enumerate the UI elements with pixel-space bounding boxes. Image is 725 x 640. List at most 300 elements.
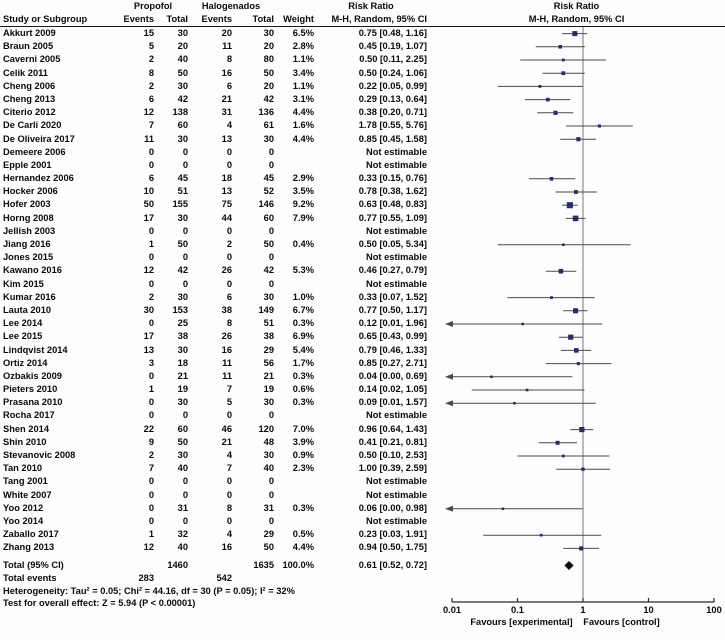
effect-marker	[562, 59, 565, 62]
total-propofol: 50	[177, 239, 188, 249]
total-weight: 100.0%	[282, 560, 314, 570]
study-name: Tan 2010	[3, 463, 43, 474]
risk-ratio-ci: Not estimable	[366, 489, 427, 500]
total-propofol: 30	[177, 133, 188, 144]
effect-marker	[573, 308, 578, 313]
total-propofol: 40	[177, 542, 188, 553]
total-halogenados: 0	[268, 489, 274, 500]
study-name: Hernandez 2006	[3, 173, 74, 184]
weight: 2.9%	[292, 173, 314, 184]
events-propofol: 1	[148, 239, 154, 249]
total-propofol: 31	[177, 502, 188, 513]
risk-ratio-ci: 0.65 [0.43, 0.99]	[358, 331, 427, 342]
total-halogenados: 20	[263, 41, 274, 52]
weight: 3.1%	[292, 93, 314, 104]
total-halogenados: 61	[263, 120, 274, 131]
total-halogenados: 0	[268, 252, 274, 263]
risk-ratio-ci: Not estimable	[366, 146, 427, 157]
risk-ratio-ci: 0.50 [0.24, 1.06]	[358, 67, 427, 78]
risk-ratio-ci: 0.46 [0.27, 0.79]	[358, 265, 427, 276]
events-propofol: 11	[144, 133, 154, 144]
events-halogenados: 26	[221, 265, 232, 276]
ci-arrow-left	[445, 321, 453, 327]
events-halogenados: 0	[226, 159, 232, 170]
total-halogenados: 21	[263, 370, 274, 381]
plot-header-method: M-H, Random, 95% CI	[528, 14, 625, 24]
weight: 7.9%	[292, 212, 314, 223]
study-name: Zaballo 2017	[3, 529, 59, 540]
weight: 5.3%	[292, 265, 314, 276]
total-propofol: 0	[182, 489, 188, 500]
total-propofol: 155	[172, 199, 188, 210]
risk-ratio-ci: Not estimable	[366, 515, 427, 526]
events-propofol: 0	[148, 278, 154, 289]
total-total-2: 1635	[253, 560, 274, 570]
total-propofol: 51	[177, 186, 188, 197]
heterogeneity-text: Heterogeneity: Tau² = 0.05; Chi² = 44.16, df = 30 (P = 0.05); I² = 32%	[3, 585, 295, 596]
total-events-propofol: 283	[138, 573, 154, 583]
total-halogenados: 40	[263, 463, 274, 474]
effect-marker	[561, 71, 565, 75]
weight: 4.4%	[292, 107, 314, 118]
header-total-2: Total	[252, 14, 274, 24]
study-name: Citerio 2012	[3, 107, 56, 118]
risk-ratio-ci: Not estimable	[366, 252, 427, 263]
total-halogenados: 29	[263, 529, 274, 540]
study-name: Akkurt 2009	[3, 28, 56, 38]
total-halogenados: 50	[263, 239, 274, 249]
effect-marker	[574, 348, 579, 353]
events-propofol: 2	[148, 450, 154, 460]
risk-ratio-ci: 0.96 [0.64, 1.43]	[358, 423, 427, 434]
risk-ratio-ci: 0.22 [0.05, 0.99]	[358, 80, 427, 91]
study-name: Horng 2008	[3, 212, 54, 223]
study-name: Tang 2001	[3, 476, 48, 487]
study-name: Prasana 2010	[3, 397, 63, 408]
weight: 5.4%	[292, 344, 314, 355]
total-propofol: 30	[177, 450, 188, 460]
events-halogenados: 8	[226, 54, 232, 65]
weight: 6.5%	[292, 28, 314, 38]
total-propofol: 30	[177, 80, 188, 91]
header-group-halogenados: Halogenados	[201, 1, 261, 11]
study-name: Lindqvist 2014	[3, 344, 68, 355]
effect-marker	[573, 216, 579, 222]
risk-ratio-ci: 0.94 [0.50, 1.75]	[358, 542, 427, 553]
study-name: Epple 2001	[3, 159, 52, 170]
risk-ratio-ci: Not estimable	[366, 225, 427, 236]
total-halogenados: 38	[263, 331, 274, 342]
total-events-label: Total events	[3, 573, 57, 583]
risk-ratio-ci: 0.77 [0.50, 1.17]	[358, 304, 427, 315]
weight: 0.3%	[292, 370, 314, 381]
effect-marker	[572, 31, 577, 36]
effect-marker	[550, 177, 554, 181]
total-halogenados: 30	[263, 291, 274, 302]
effect-marker	[559, 45, 563, 49]
effect-marker	[598, 124, 601, 127]
events-halogenados: 0	[226, 410, 232, 421]
study-name: Hofer 2003	[3, 199, 51, 210]
events-halogenados: 11	[222, 41, 232, 52]
total-events-halogenados: 542	[216, 573, 232, 583]
total-propofol: 60	[177, 423, 188, 434]
events-halogenados: 8	[226, 318, 232, 329]
total-propofol: 32	[177, 529, 188, 540]
study-name: Caverni 2005	[3, 54, 61, 65]
events-halogenados: 7	[226, 384, 232, 395]
study-name: Cheng 2006	[3, 80, 56, 91]
weight: 0.9%	[292, 450, 314, 460]
events-halogenados: 38	[221, 304, 232, 315]
effect-marker	[559, 269, 564, 274]
events-halogenados: 13	[221, 133, 232, 144]
total-halogenados: 60	[263, 212, 274, 223]
total-halogenados: 120	[258, 423, 274, 434]
events-propofol: 0	[148, 146, 154, 157]
total-halogenados: 50	[263, 67, 274, 78]
risk-ratio-ci: 0.38 [0.20, 0.71]	[358, 107, 427, 118]
axis-tick-label: 0.01	[442, 605, 462, 615]
study-name: Demeere 2006	[3, 146, 66, 157]
events-halogenados: 21	[221, 436, 232, 447]
total-halogenados: 48	[263, 436, 274, 447]
ci-arrow-left	[445, 374, 453, 380]
forest-plot-svg	[428, 0, 725, 640]
events-propofol: 1	[148, 384, 154, 395]
total-halogenados: 0	[268, 410, 274, 421]
total-propofol: 21	[177, 370, 188, 381]
study-name: Celik 2011	[3, 67, 48, 78]
effect-marker	[574, 190, 578, 194]
events-halogenados: 46	[221, 423, 232, 434]
total-propofol: 25	[177, 318, 188, 329]
overall-effect-text: Test for overall effect: Z = 5.94 (P < 0.00001)	[3, 597, 196, 608]
study-name: Braun 2005	[3, 41, 54, 52]
study-name: Kim 2015	[3, 278, 44, 289]
total-propofol: 0	[182, 225, 188, 236]
header-events-2: Events	[201, 14, 232, 24]
total-halogenados: 50	[263, 542, 274, 553]
events-propofol: 1	[148, 529, 154, 540]
risk-ratio-ci: 0.14 [0.02, 1.05]	[358, 384, 427, 395]
events-propofol: 0	[148, 397, 154, 408]
events-propofol: 3	[148, 357, 154, 368]
events-halogenados: 16	[221, 344, 232, 355]
study-name: Cheng 2013	[3, 93, 56, 104]
total-propofol: 153	[172, 304, 188, 315]
total-halogenados: 52	[263, 186, 274, 197]
effect-marker	[579, 427, 584, 432]
total-propofol: 0	[182, 146, 188, 157]
axis-tick-label: 100	[706, 605, 722, 615]
events-halogenados: 2	[226, 239, 232, 249]
header-events-1: Events	[123, 14, 154, 24]
events-halogenados: 4	[226, 529, 232, 540]
events-propofol: 50	[143, 199, 154, 210]
total-halogenados: 0	[268, 515, 274, 526]
events-propofol: 22	[143, 423, 154, 434]
events-halogenados: 8	[226, 502, 232, 513]
events-propofol: 13	[143, 344, 154, 355]
events-halogenados: 26	[221, 331, 232, 342]
weight: 1.0%	[292, 291, 314, 302]
events-propofol: 9	[148, 436, 154, 447]
total-propofol: 138	[172, 107, 188, 118]
total-halogenados: 146	[258, 199, 274, 210]
risk-ratio-ci: 0.50 [0.05, 5.34]	[358, 239, 427, 249]
events-propofol: 5	[148, 41, 154, 52]
total-halogenados: 42	[263, 93, 274, 104]
effect-marker	[579, 546, 583, 550]
total-propofol: 42	[177, 265, 188, 276]
total-propofol: 38	[177, 331, 188, 342]
events-halogenados: 13	[221, 186, 232, 197]
total-halogenados: 56	[263, 357, 274, 368]
total-halogenados: 0	[268, 225, 274, 236]
total-halogenados: 149	[258, 304, 274, 315]
risk-ratio-ci: 0.33 [0.07, 1.52]	[358, 291, 427, 302]
study-name: Shen 2014	[3, 423, 49, 434]
total-halogenados: 42	[263, 265, 274, 276]
total-propofol: 30	[177, 28, 188, 38]
weight: 1.7%	[292, 357, 314, 368]
total-propofol: 42	[177, 93, 188, 104]
risk-ratio-ci: 0.50 [0.11, 2.25]	[359, 54, 427, 65]
study-name: Stevanovic 2008	[3, 450, 76, 460]
events-propofol: 2	[148, 80, 154, 91]
weight: 4.4%	[292, 542, 314, 553]
total-halogenados: 30	[263, 28, 274, 38]
total-label: Total (95% CI)	[3, 560, 64, 570]
header-method: M-H, Random, 95% CI	[331, 14, 427, 24]
events-halogenados: 0	[226, 489, 232, 500]
events-propofol: 12	[143, 542, 154, 553]
events-propofol: 17	[143, 212, 154, 223]
events-propofol: 0	[148, 318, 154, 329]
weight: 0.4%	[292, 239, 314, 249]
weight: 0.3%	[292, 502, 314, 513]
events-propofol: 12	[143, 265, 154, 276]
events-halogenados: 4	[226, 450, 232, 460]
events-propofol: 6	[148, 173, 154, 184]
plot-header-risk-ratio: Risk Ratio	[553, 1, 600, 11]
total-halogenados: 0	[268, 159, 274, 170]
events-halogenados: 31	[221, 107, 232, 118]
total-propofol: 20	[177, 41, 188, 52]
events-halogenados: 0	[226, 476, 232, 487]
weight: 1.1%	[292, 80, 314, 91]
total-propofol: 50	[177, 436, 188, 447]
study-name: Kumar 2016	[3, 291, 56, 302]
events-propofol: 2	[148, 291, 154, 302]
events-halogenados: 7	[226, 463, 232, 474]
header-group-propofol: Propofol	[133, 1, 173, 11]
total-halogenados: 136	[258, 107, 274, 118]
effect-marker	[550, 296, 553, 299]
total-propofol: 0	[182, 410, 188, 421]
study-name: Ozbakis 2009	[3, 370, 62, 381]
effect-marker	[540, 534, 543, 537]
total-halogenados: 45	[263, 173, 274, 184]
events-halogenados: 16	[221, 542, 232, 553]
weight: 1.6%	[292, 120, 314, 131]
risk-ratio-ci: 0.85 [0.27, 2.71]	[358, 357, 427, 368]
weight: 2.3%	[292, 463, 314, 474]
total-halogenados: 51	[263, 318, 274, 329]
risk-ratio-ci: 0.79 [0.46, 1.33]	[358, 344, 427, 355]
total-halogenados: 29	[263, 344, 274, 355]
events-halogenados: 11	[222, 370, 232, 381]
study-name: Jones 2015	[3, 252, 54, 263]
header-weight: Weight	[283, 14, 314, 24]
study-name: Ortiz 2014	[3, 357, 48, 368]
events-propofol: 0	[148, 502, 154, 513]
risk-ratio-ci: 0.50 [0.10, 2.53]	[358, 450, 427, 460]
weight: 3.4%	[292, 67, 314, 78]
weight: 6.9%	[292, 331, 314, 342]
effect-marker	[556, 441, 560, 445]
study-name: Jellish 2003	[3, 225, 56, 236]
study-name: Yoo 2012	[3, 502, 44, 513]
header-total-1: Total	[166, 14, 188, 24]
events-propofol: 10	[143, 186, 154, 197]
risk-ratio-ci: 0.12 [0.01, 1.96]	[358, 318, 427, 329]
total-halogenados: 20	[263, 80, 274, 91]
effect-marker	[576, 137, 580, 141]
total-propofol: 60	[177, 120, 188, 131]
events-propofol: 0	[148, 476, 154, 487]
study-name: De Oliveira 2017	[3, 133, 75, 144]
study-name: Jiang 2016	[3, 239, 51, 249]
total-propofol: 30	[177, 397, 188, 408]
risk-ratio-ci: 0.09 [0.01, 1.57]	[358, 397, 427, 408]
risk-ratio-ci: Not estimable	[366, 159, 427, 170]
total-propofol: 0	[182, 515, 188, 526]
events-halogenados: 5	[226, 397, 232, 408]
total-halogenados: 0	[268, 476, 274, 487]
risk-ratio-ci: 1.00 [0.39, 2.59]	[358, 463, 427, 474]
effect-marker	[502, 508, 505, 511]
total-propofol: 30	[177, 212, 188, 223]
weight: 2.8%	[292, 41, 314, 52]
risk-ratio-ci: 0.04 [0.00, 0.69]	[358, 370, 427, 381]
risk-ratio-ci: 1.78 [0.55, 5.76]	[358, 120, 427, 131]
study-name: White 2007	[3, 489, 52, 500]
weight: 1.1%	[292, 54, 314, 65]
total-propofol: 0	[182, 252, 188, 263]
total-halogenados: 0	[268, 278, 274, 289]
risk-ratio-ci: 0.41 [0.21, 0.81]	[358, 436, 427, 447]
events-halogenados: 0	[226, 278, 232, 289]
total-halogenados: 19	[263, 384, 274, 395]
weight: 3.5%	[292, 186, 314, 197]
summary-diamond	[564, 561, 573, 570]
weight: 9.2%	[292, 199, 314, 210]
weight: 0.6%	[292, 384, 314, 395]
study-name: Hocker 2006	[3, 186, 58, 197]
risk-ratio-ci: 0.23 [0.03, 1.91]	[358, 529, 427, 540]
risk-ratio-ci: 0.78 [0.38, 1.62]	[358, 186, 427, 197]
risk-ratio-ci: 0.75 [0.48, 1.16]	[358, 28, 427, 38]
events-propofol: 0	[148, 370, 154, 381]
total-halogenados: 0	[268, 146, 274, 157]
total-propofol: 40	[177, 463, 188, 474]
study-name: Yoo 2014	[3, 515, 44, 526]
effect-marker	[568, 335, 573, 340]
weight: 7.0%	[292, 423, 314, 434]
events-propofol: 15	[143, 28, 154, 38]
events-propofol: 0	[148, 515, 154, 526]
ci-arrow-left	[445, 400, 453, 406]
events-halogenados: 0	[226, 146, 232, 157]
study-name: Lee 2014	[3, 318, 43, 329]
events-propofol: 30	[143, 304, 154, 315]
effect-marker	[490, 376, 493, 379]
events-halogenados: 44	[221, 212, 232, 223]
weight: 0.5%	[292, 529, 314, 540]
events-halogenados: 0	[226, 515, 232, 526]
axis-tick-label: 1	[580, 605, 586, 615]
events-propofol: 7	[148, 120, 154, 131]
total-propofol: 0	[182, 278, 188, 289]
effect-marker	[581, 468, 584, 471]
weight: 0.3%	[292, 397, 314, 408]
events-propofol: 6	[148, 93, 154, 104]
total-halogenados: 31	[263, 502, 274, 513]
events-halogenados: 16	[221, 67, 232, 78]
study-name: De Carli 2020	[3, 120, 62, 131]
total-halogenados: 30	[263, 450, 274, 460]
risk-ratio-ci: Not estimable	[366, 476, 427, 487]
total-propofol: 40	[177, 54, 188, 65]
events-propofol: 0	[148, 489, 154, 500]
total-propofol: 19	[177, 384, 188, 395]
weight: 3.9%	[292, 436, 314, 447]
effect-marker	[521, 323, 524, 326]
events-propofol: 7	[148, 463, 154, 474]
events-propofol: 17	[143, 331, 154, 342]
risk-ratio-ci: 0.77 [0.55, 1.09]	[358, 212, 427, 223]
effect-marker	[553, 111, 557, 115]
events-propofol: 12	[143, 107, 154, 118]
effect-marker	[562, 455, 565, 458]
total-propofol: 18	[177, 357, 188, 368]
effect-marker	[562, 244, 565, 247]
events-halogenados: 75	[221, 199, 232, 210]
header-study: Study or Subgroup	[3, 14, 88, 24]
total-propofol: 30	[177, 291, 188, 302]
events-halogenados: 21	[221, 93, 232, 104]
events-propofol: 0	[148, 252, 154, 263]
total-halogenados: 30	[263, 397, 274, 408]
effect-marker	[526, 389, 529, 392]
risk-ratio-ci: 0.85 [0.45, 1.58]	[358, 133, 427, 144]
total-propofol: 30	[177, 344, 188, 355]
effect-marker	[513, 402, 516, 405]
events-propofol: 0	[148, 410, 154, 421]
total-propofol: 45	[177, 173, 188, 184]
risk-ratio-ci: 0.45 [0.19, 1.07]	[358, 41, 427, 52]
events-halogenados: 0	[226, 252, 232, 263]
favours-experimental-label: Favours [experimental]	[470, 617, 573, 627]
events-halogenados: 0	[226, 225, 232, 236]
effect-marker	[539, 85, 542, 88]
total-propofol: 50	[177, 67, 188, 78]
events-halogenados: 20	[221, 28, 232, 38]
favours-control-label: Favours [control]	[583, 617, 660, 627]
axis-tick-label: 10	[643, 605, 654, 615]
